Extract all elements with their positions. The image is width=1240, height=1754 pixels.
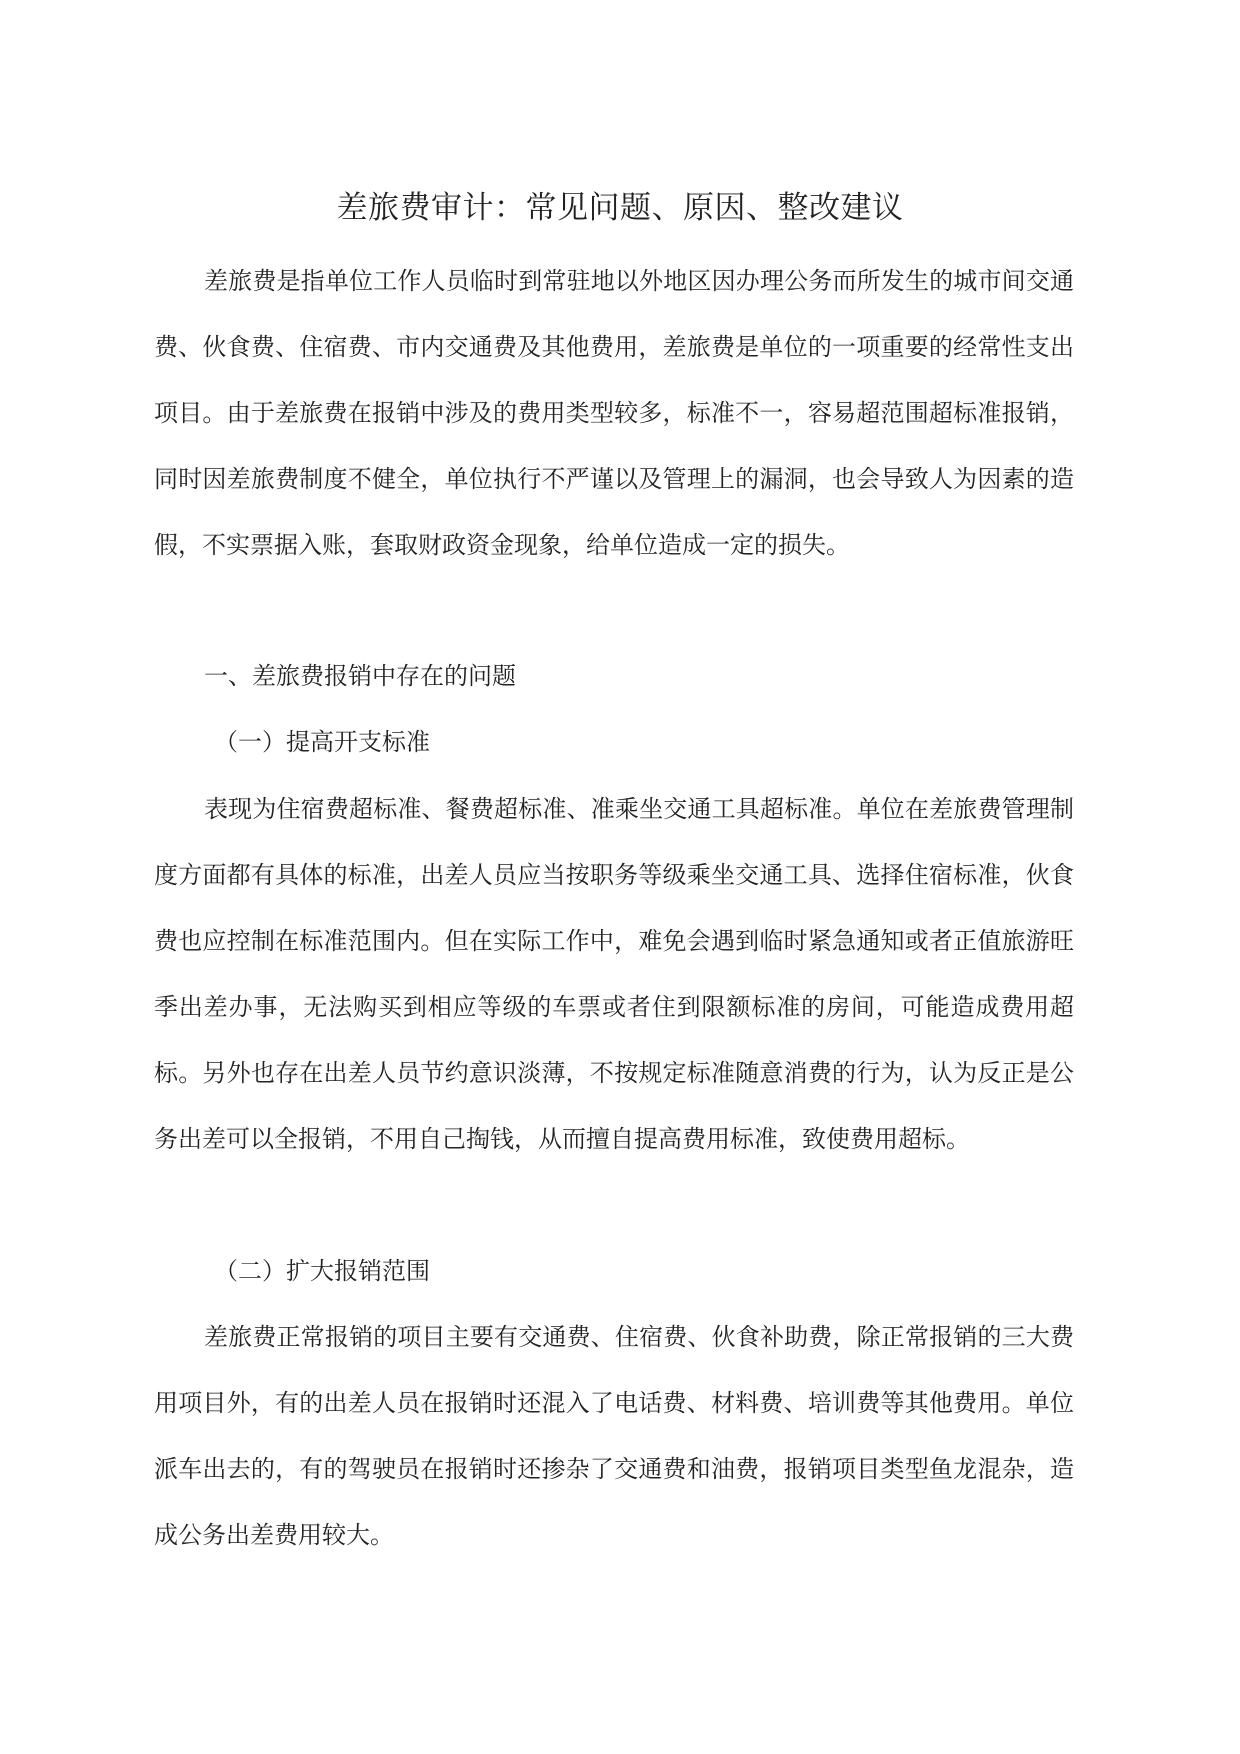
subsection-heading-expand-scope: （二）扩大报销范围 <box>214 1257 430 1285</box>
document-title: 差旅费审计：常见问题、原因、整改建议 <box>336 190 904 226</box>
subsection-heading-raise-standards: （一）提高开支标准 <box>214 728 430 756</box>
intro-paragraph: 差旅费是指单位工作人员临时到常驻地以外地区因办理公务而所发生的城市间交通费、伙食费、住宿费、市内交通费及其他费用，差旅费是单位的一项重要的经常性支出项目。由于差旅费在报销中涉及的费用类型较多，标准不一，容易超范围超标准报销，同时因差旅费制度不健全，单位执行不严谨以及管理上的漏洞，也会导致人为因素的造假，不实票据入账，套取财政资金现象，给单位造成一定的损失。 <box>154 267 1074 559</box>
subsection-paragraph-raise-standards: 表现为住宿费超标准、餐费超标准、准乘坐交通工具超标准。单位在差旅费管理制度方面都有具体的标准，出差人员应当按职务等级乘坐交通工具、选择住宿标准，伙食费也应控制在标准范围内。但在实际工作中，难免会遇到临时紧急通知或者正值旅游旺季出差办事，无法购买到相应等级的车票或者住到限额标准的房间，可能造成费用超标。另外也存在出差人员节约意识淡薄，不按规定标准随意消费的行为，认为反正是公务出差可以全报销，不用自己掏钱，从而擅自提高费用标准，致使费用超标。 <box>154 795 1074 1153</box>
section-heading-problems: 一、差旅费报销中存在的问题 <box>204 662 516 690</box>
subsection-paragraph-expand-scope: 差旅费正常报销的项目主要有交通费、住宿费、伙食补助费，除正常报销的三大费用项目外，有的出差人员在报销时还混入了电话费、材料费、培训费等其他费用。单位派车出去的，有的驾驶员在报销时还掺杂了交通费和油费，报销项目类型鱼龙混杂，造成公务出差费用较大。 <box>154 1323 1074 1549</box>
